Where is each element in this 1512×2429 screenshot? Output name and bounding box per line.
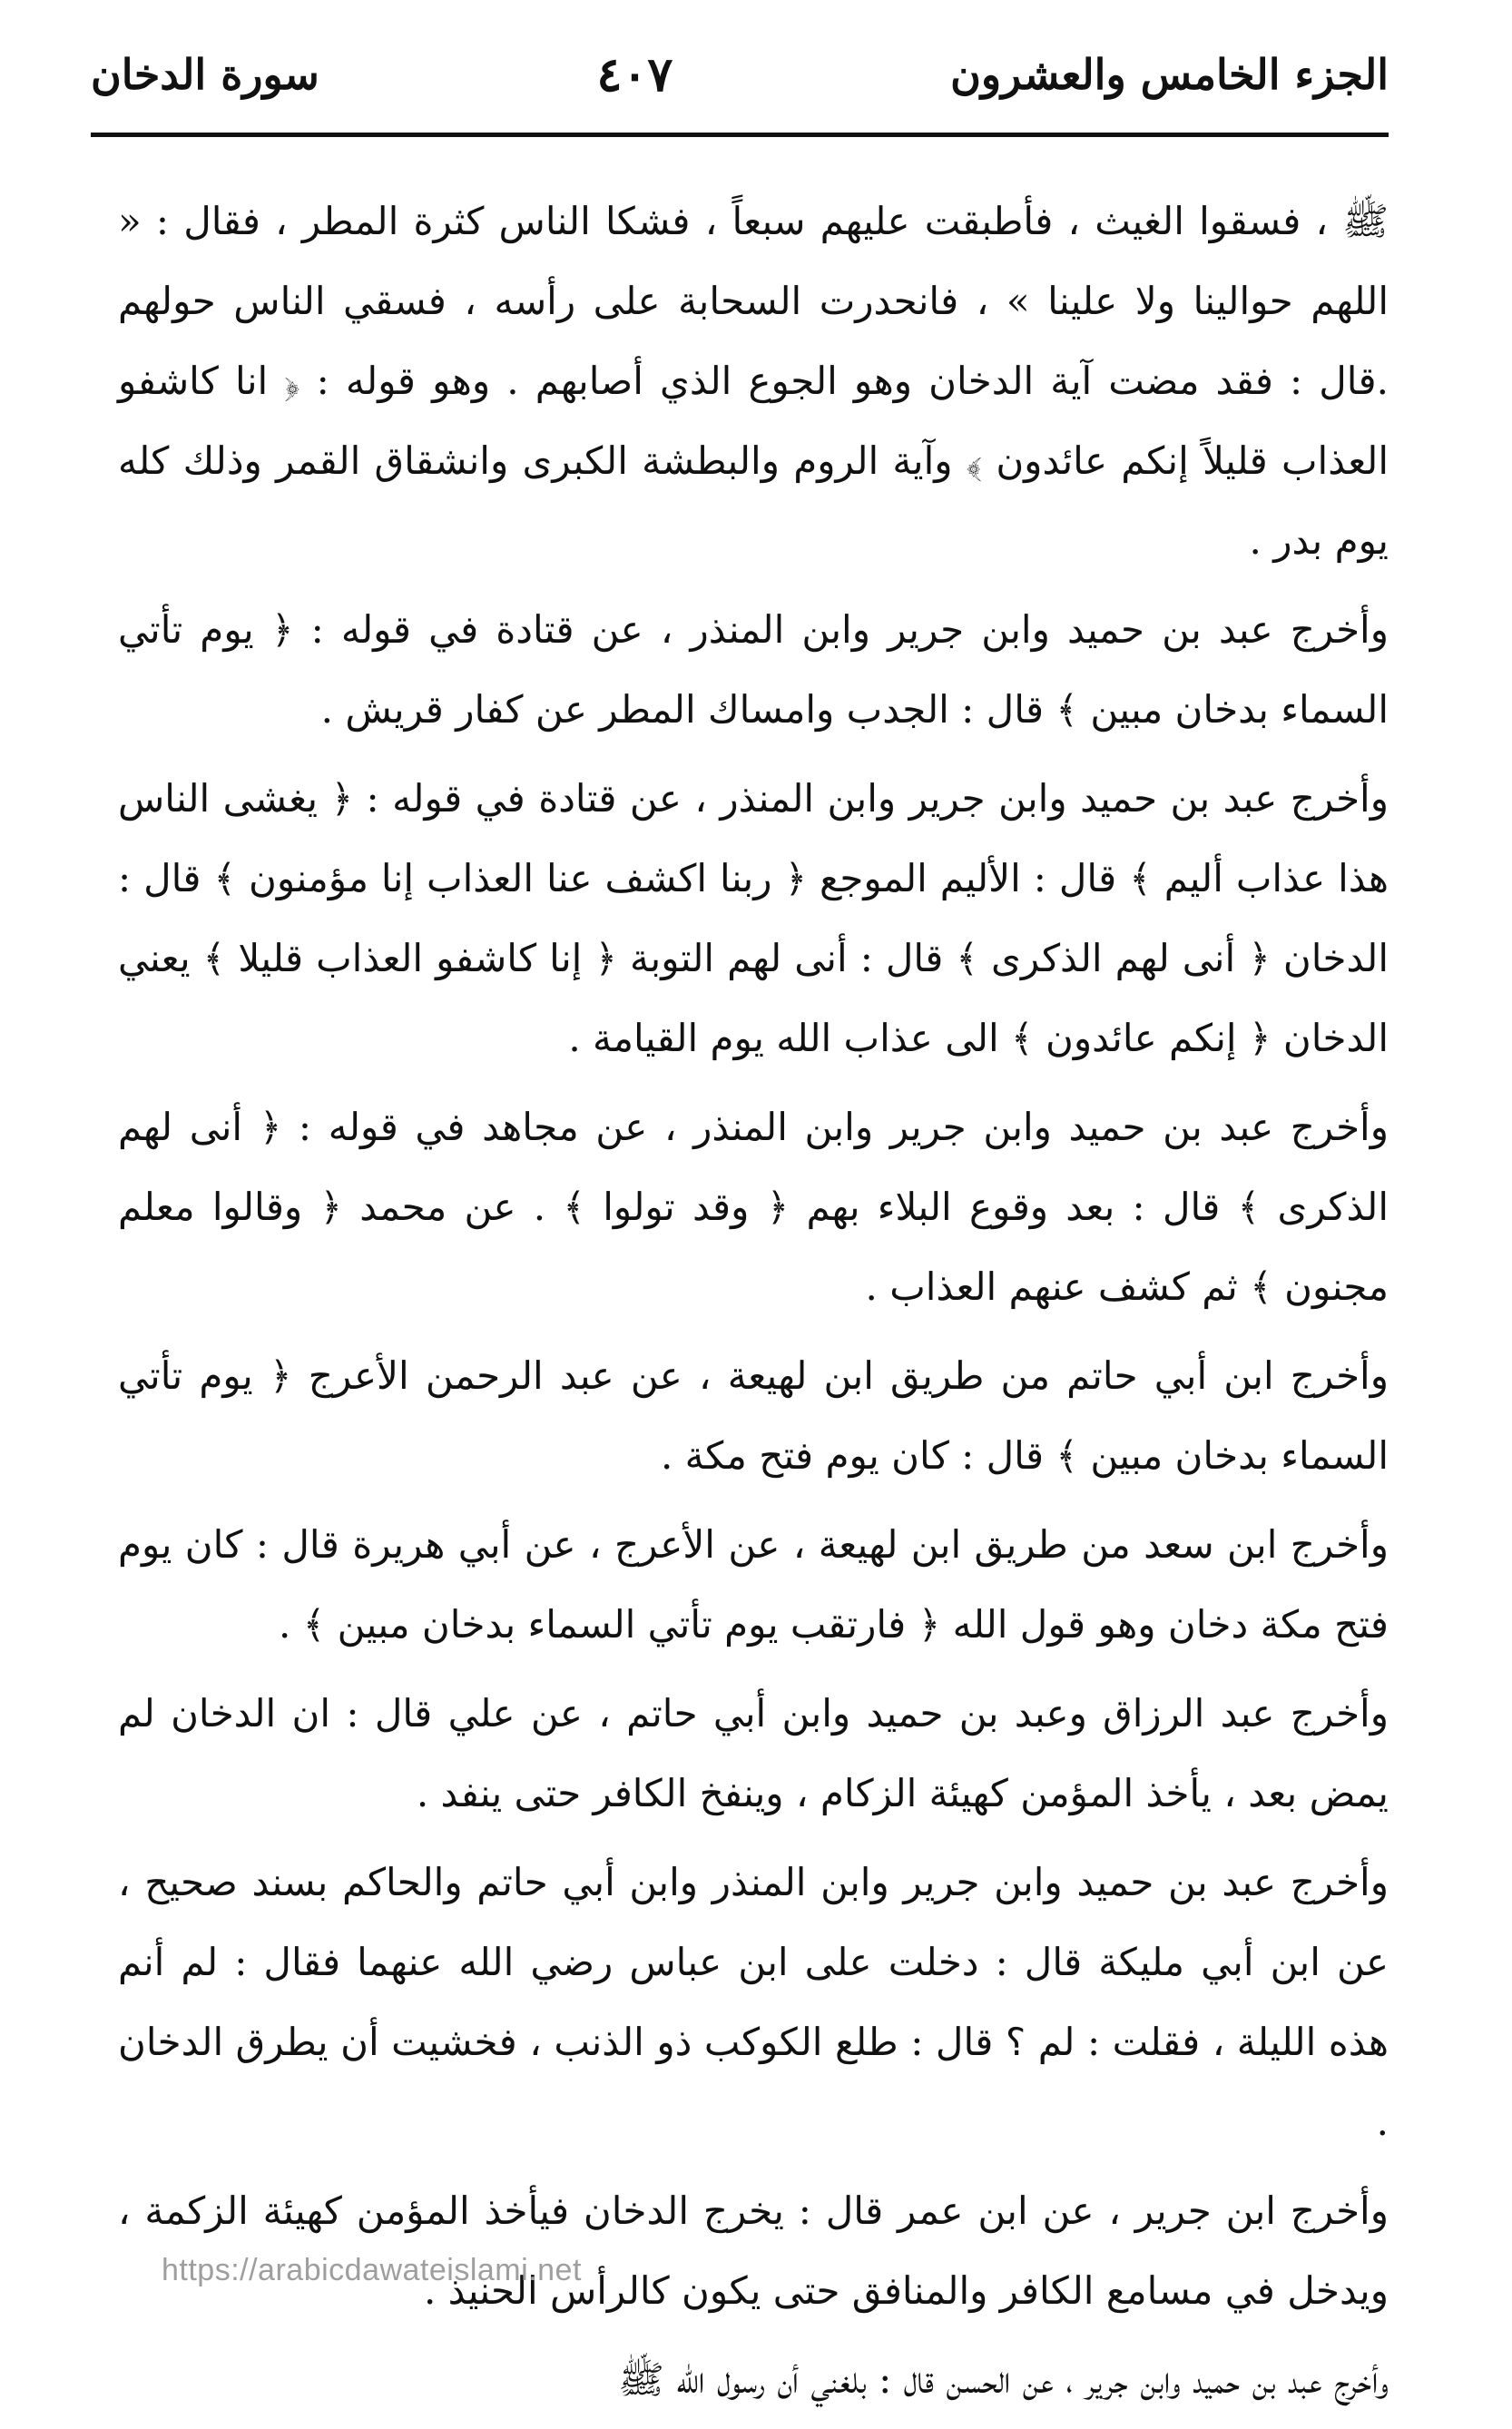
paragraph: ﷺ ، فسقوا الغيث ، فأطبقت عليهم سبعاً ، فشكا الناس كثرة المطر ، فقال : « اللهم حوالينا ولا علينا » ، فانحدرت السحابة على رأسه ، فسقي الناس حولهم .قال : فقد مضت آية الدخان وهو الجوع الذي أصابهم . وهو قوله : ﴿ انا كاشفو العذاب قليلاً إنكم عائدون ﴾ وآية الروم والبطشة الكبرى وانشقاق القمر وذلك كله يوم بدر . <box>118 199 1389 563</box>
paragraph: وأخرج عبد بن حميد وابن جرير وابن المنذر ، عن قتادة في قوله : ﴿ يغشى الناس هذا عذاب أليم ﴾ قال : الأليم الموجع ﴿ ربنا اكشف عنا العذاب إنا مؤمنون ﴾ قال : الدخان ﴿ أنى لهم الذكرى ﴾ قال : أنى لهم التوبة ﴿ إنا كاشفو العذاب قليلا ﴾ يعني الدخان ﴿ إنكم عائدون ﴾ الى عذاب الله يوم القيامة . <box>118 776 1389 1060</box>
paragraph: وأخرج ابن أبي حاتم من طريق ابن لهيعة ، عن عبد الرحمن الأعرج ﴿ يوم تأتي السماء بدخان مبين ﴾ قال : كان يوم فتح مكة . <box>118 1353 1389 1478</box>
part-title: الجزء الخامس والعشرون <box>950 50 1389 99</box>
page-header <box>91 47 1389 102</box>
paragraph: وأخرج عبد بن حميد وابن جرير وابن المنذر ، عن مجاهد في قوله : ﴿ أنى لهم الذكرى ﴾ قال : بعد وقوع البلاء بهم ﴿ وقد تولوا ﴾ . عن محمد ﴿ وقالوا معلم مجنون ﴾ ثم كشف عنهم العذاب . <box>118 1105 1389 1309</box>
paragraph: وأخرج عبد الرزاق وعبد بن حميد وابن أبي حاتم ، عن علي قال : ان الدخان لم يمض بعد ، يأخذ المؤمن كهيئة الزكام ، وينفخ الكافر حتى ينفد . <box>118 1691 1389 1815</box>
page-body <box>118 182 1389 2429</box>
header-rule <box>91 133 1389 137</box>
watermark-url: https://arabicdawateislami.net <box>162 2253 582 2287</box>
paragraph: وأخرج عبد بن حميد وابن جرير وابن المنذر وابن أبي حاتم والحاكم بسند صحيح ، عن ابن أبي مليكة قال : دخلت على ابن عباس رضي الله عنهما فقال : لم أنم هذه الليلة ، فقلت : لم ؟ قال : طلع الكوكب ذو الذنب ، فخشيت أن يطرق الدخان . <box>118 1860 1389 2144</box>
surah-title: سورة الدخان <box>91 50 319 99</box>
paragraph: وأخرج ابن سعد من طريق ابن لهيعة ، عن الأعرج ، عن أبي هريرة قال : كان يوم فتح مكة دخان وهو قول الله ﴿ فارتقب يوم تأتي السماء بدخان مبين ﴾ . <box>118 1522 1389 1647</box>
paragraph: وأخرج ابن جرير ، عن ابن عمر قال : يخرج الدخان فيأخذ المؤمن كهيئة الزكمة ، ويدخل في مسامع الكافر والمنافق حتى يكون كالرأس الحنيذ . <box>118 2188 1389 2313</box>
paragraph: وأخرج عبد بن حميد وابن جرير وابن المنذر ، عن قتادة في قوله : ﴿ يوم تأتي السماء بدخان مبين ﴾ قال : الجدب وامساك المطر عن كفار قريش . <box>118 607 1389 732</box>
paragraph: وأخرج عبد بن حميد وابن جرير ، عن الحسن قال : بلغني أن رسول الله ﷺ <box>618 2357 1389 2402</box>
page-number: ٤٠٧ <box>596 46 673 103</box>
